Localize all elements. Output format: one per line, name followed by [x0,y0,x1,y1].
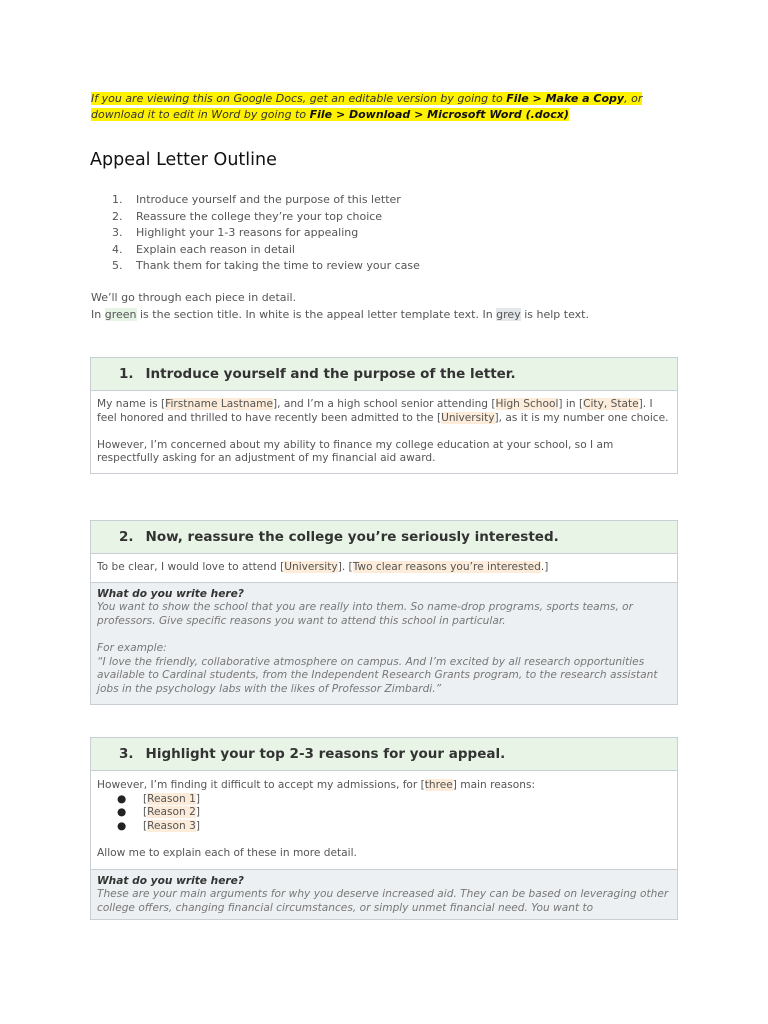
notice-highlight: If you are viewing this on Google Docs, get an editable version by going to File > Make a Copy, or download it to edit in Word by going to File > Download > Microsoft Word (.docx) [91,92,643,121]
google-docs-notice [91,91,691,123]
placeholder-reasons: Two clear reasons you’re interested [352,561,541,573]
section-heading: 1. Introduce yourself and the purpose of the letter. [91,358,677,391]
list-item: ● [Reason 1] [117,792,200,805]
placeholder-university: University [441,411,495,424]
help-text: These are your main arguments for why you deserve increased aid. They can be based on leveraging other college offers, changing financial circumstances, or simply unmet financial need. You want to [97,888,669,914]
help-text: You want to show the school that you are really into them. So name-drop programs, sports teams, or professors. Give specific reasons you want to attend this school in particular. [97,601,634,627]
intro-line-1: We’ll go through each piece in detail. [91,291,297,304]
page-title: Appeal Letter Outline [90,150,277,170]
section-template-text [91,554,677,582]
green-legend: green [104,307,137,321]
template-paragraph: However, I’m finding it difficult to accept my admissions, for [three] main reasons: [97,779,536,791]
grey-legend: grey [496,307,521,321]
placeholder-reason: Reason 3 [147,819,196,832]
template-paragraph: However, I’m concerned about my ability to finance my college education at your school, so I am respectfully asking for an adjustment of my financial aid award. [97,438,614,465]
section-introduce [90,357,678,474]
placeholder-reason: Reason 1 [147,792,196,805]
placeholder-city-state: City, State [583,398,639,410]
section-heading: 3. Highlight your top 2-3 reasons for your appeal. [91,738,677,771]
make-copy-instruction: File > Make a Copy [506,92,625,105]
outline-item: 2. Reassure the college they’re your top choice [112,209,383,223]
template-paragraph: To be clear, I would love to attend [University]. [Two clear reasons you’re interested.] [97,561,549,573]
section-highlight-reasons [90,737,678,920]
template-paragraph: Allow me to explain each of these in more detail. [97,846,357,859]
outline-item: 4. Explain each reason in detail [112,242,295,256]
help-box [91,582,677,705]
placeholder-name: Firstname Lastname [165,398,273,410]
help-text: For example: [97,641,167,654]
help-question: What do you write here? [97,874,244,887]
outline-item: 1. Introduce yourself and the purpose of this letter [112,193,401,206]
list-item: ● [Reason 2] [117,806,200,819]
placeholder-reason: Reason 2 [147,806,196,819]
section-template-text [91,391,677,473]
outline-item: 5. Thank them for taking the time to review your case [112,259,420,273]
section-template-text [91,771,677,869]
placeholder-count: three [424,779,453,791]
intro-text [91,290,691,323]
section-reassure [90,520,678,705]
placeholder-high-school: High School [495,398,559,410]
template-paragraph: My name is [Firstname Lastname], and I’m a high school senior attending [High School] in [City, State]. I feel honored and thrilled to have recently been admitted to the [University], as it is my number one choice. [97,398,669,424]
placeholder-university: University [284,561,338,573]
help-example: “I love the friendly, collaborative atmosphere on campus. And I’m excited by all research opportunities available to Cardinal students, from the Independent Research Grants program, to the research assistant jobs in the psychology labs with the likes of Professor Zimbardi.” [97,655,658,695]
reasons-list [97,793,671,834]
download-instruction: File > Download > Microsoft Word (.docx) [309,108,569,121]
help-question: What do you write here? [97,587,244,600]
list-item: ● [Reason 3] [117,819,200,832]
outline-list [112,192,420,275]
intro-line-2: In green is the section title. In white is the appeal letter template text. In grey is help text. [91,307,589,321]
section-heading: 2. Now, reassure the college you’re seriously interested. [91,521,677,554]
outline-item: 3. Highlight your 1-3 reasons for appealing [112,226,359,240]
help-box [91,869,677,920]
